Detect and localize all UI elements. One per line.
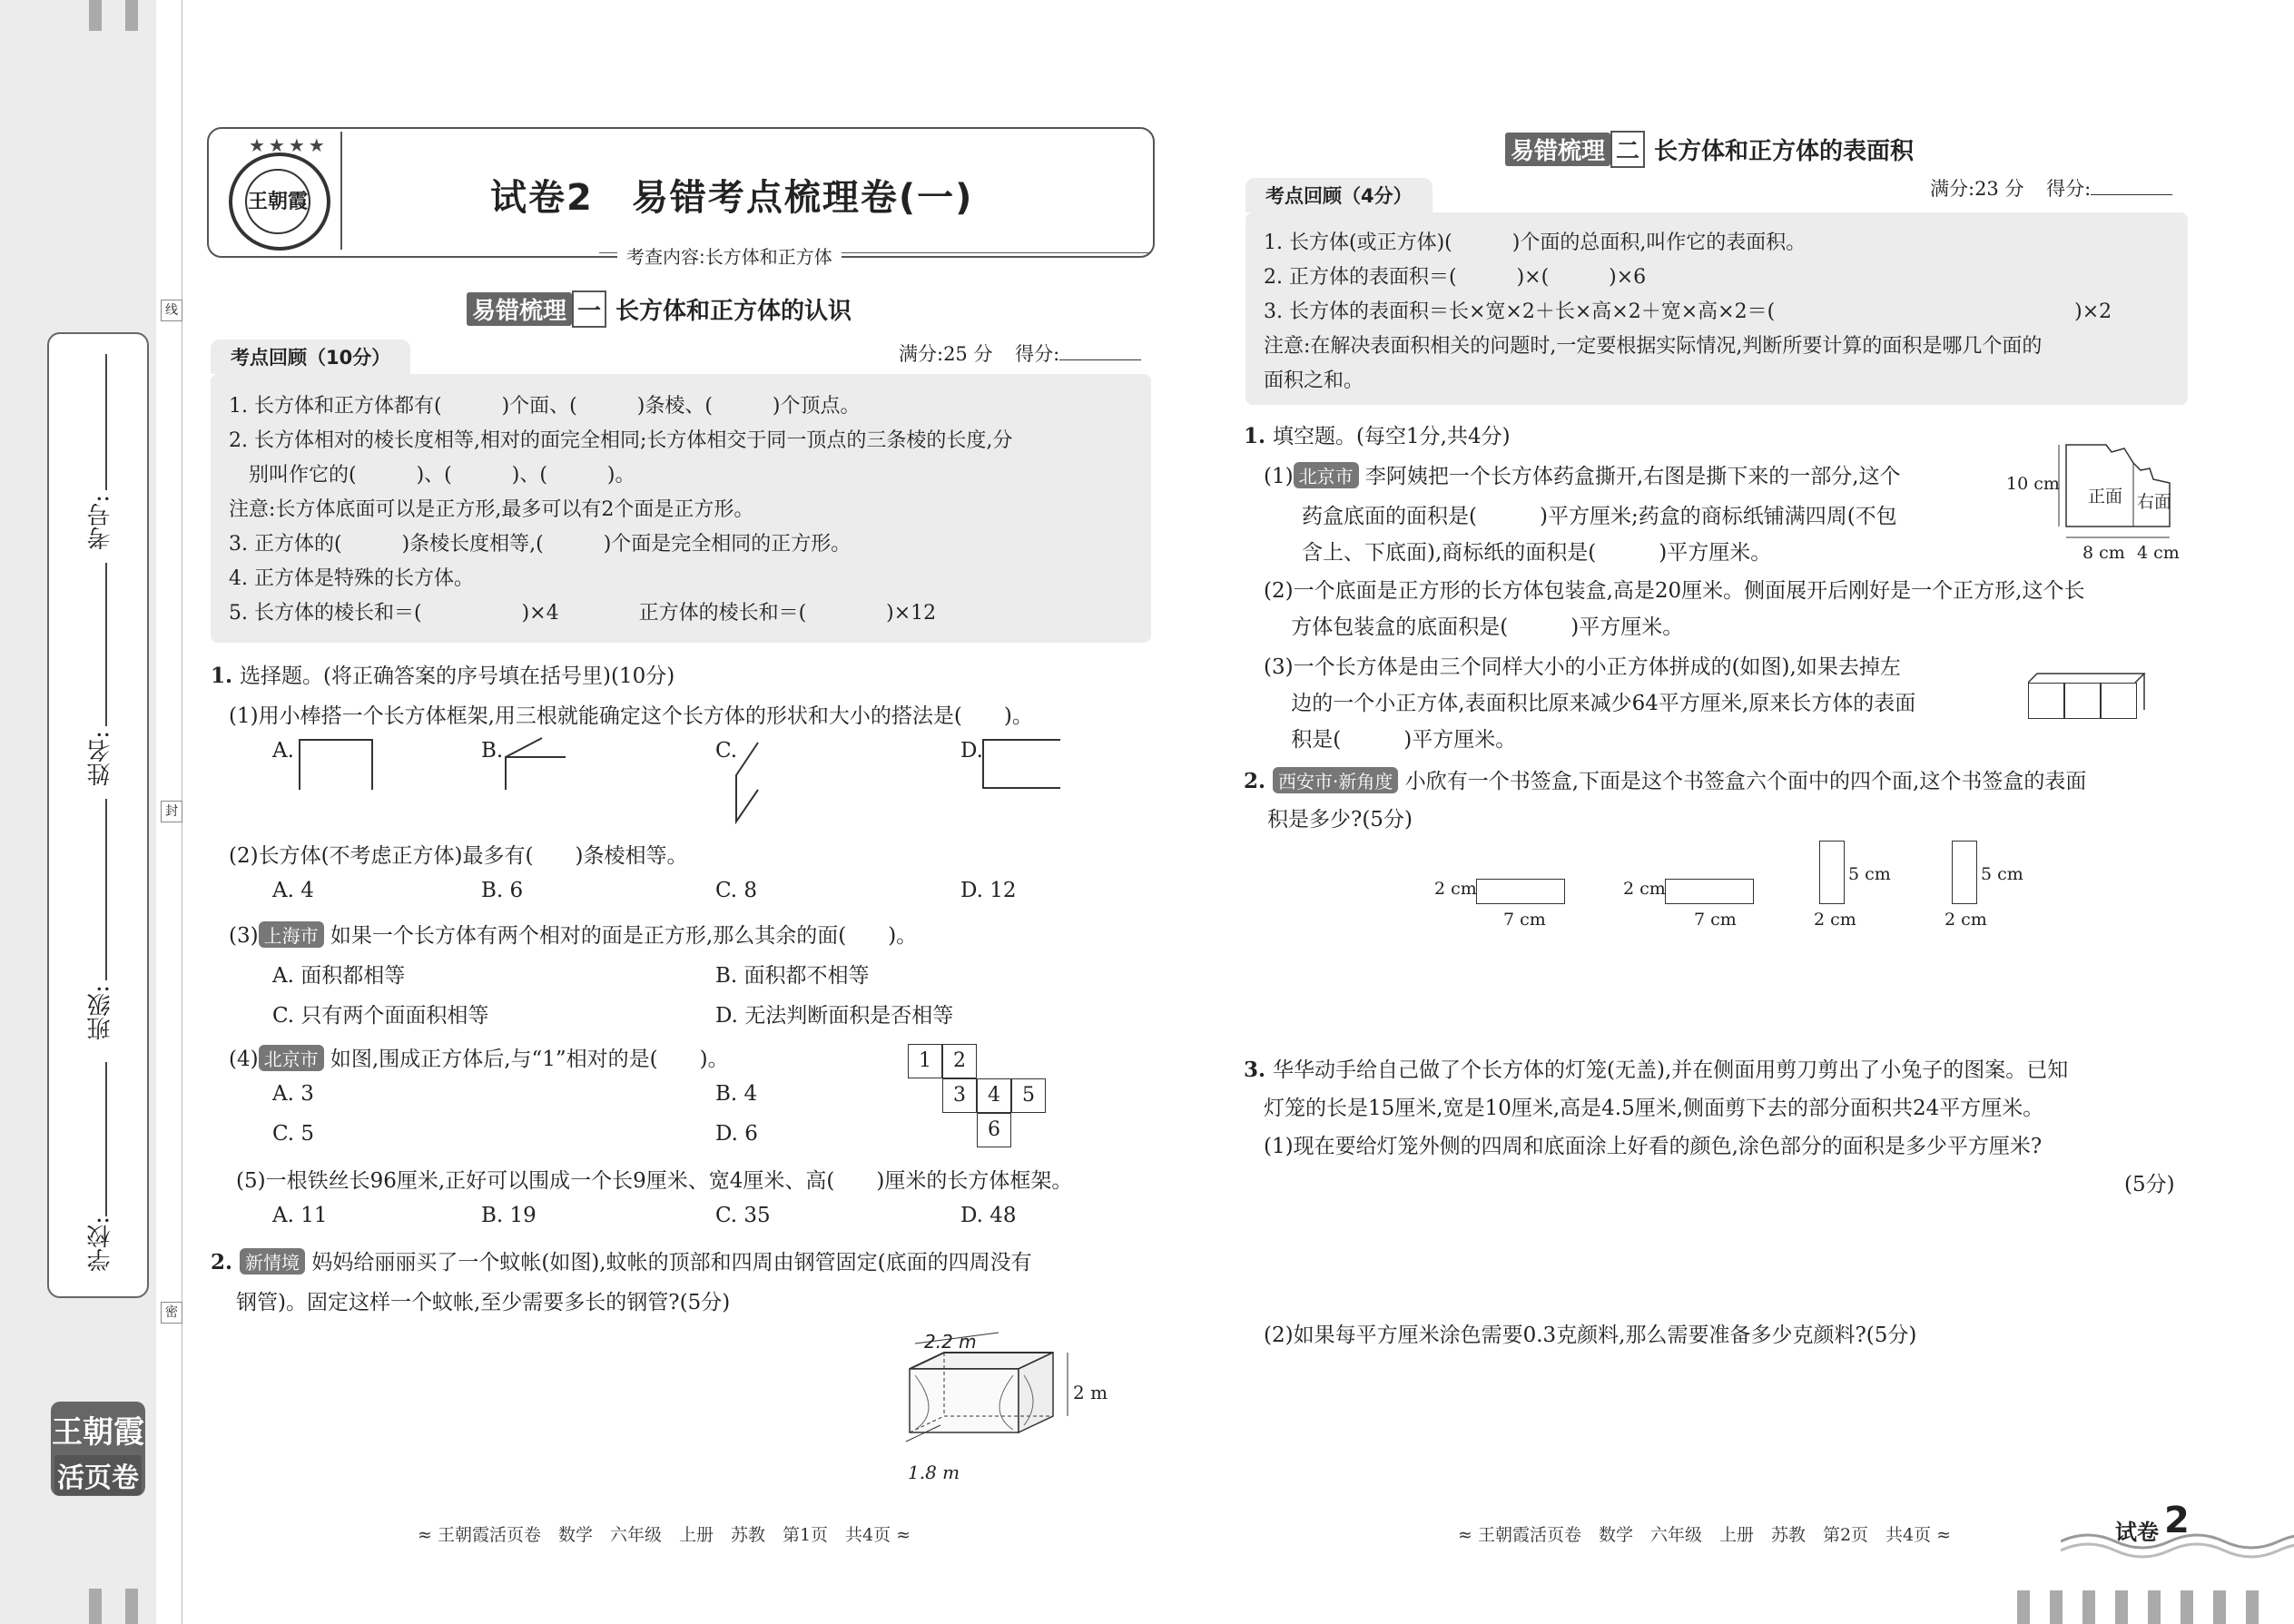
score-input[interactable] <box>1059 341 1141 360</box>
dim-label: 7 cm <box>1503 910 1546 930</box>
class-field[interactable] <box>105 799 107 980</box>
question-r1-title: 填空题。(每空1分,共4分) <box>1273 425 1511 448</box>
brand-logo-line2: 活页卷 <box>54 1455 142 1495</box>
question-1-4: (4) 北京市 如图,围成正方体后,与“1”相对的是( )。 <box>229 1042 729 1072</box>
score-full: 满分:23 分 <box>1930 178 2024 200</box>
question-r3-1-score: (5分) <box>2124 1173 2175 1196</box>
option-a[interactable]: A. <box>272 739 294 763</box>
option-b[interactable]: B. 4 <box>715 1082 758 1106</box>
question-r1-2-line1: (2)一个底面是正方形的长方体包装盒,高是20厘米。侧面展开后刚好是一个正方形,这个长 <box>1264 579 2085 603</box>
score-input[interactable] <box>2091 176 2172 195</box>
net-cell: 2 <box>942 1044 977 1078</box>
binding-bar <box>2246 1590 2259 1624</box>
footer-right: ≈ 王朝霞活页卷 数学 六年级 上册 苏教 第2页 共4页 ≈ <box>1458 1525 1952 1545</box>
binding-bar <box>2082 1590 2095 1624</box>
question-r1-3-line3: 积是( )平方厘米。 <box>1264 728 1517 752</box>
binding-bar <box>89 1589 102 1624</box>
binding-bar <box>2181 1590 2193 1624</box>
publisher-seal-icon: 王朝霞 <box>229 153 330 251</box>
net-cell: 1 <box>908 1044 942 1078</box>
cut-mark: 封 <box>161 801 182 822</box>
face-rect <box>1476 879 1565 904</box>
region-tag: 上海市 <box>259 921 324 948</box>
option-c[interactable]: C. 35 <box>715 1204 771 1227</box>
question-r1-3-line2: 边的一个小正方体,表面积比原来减少64平方厘米,原来长方体的表面 <box>1264 692 1916 715</box>
question-r2-line2: 积是多少?(5分) <box>1267 808 1413 832</box>
figure-label: 正面 <box>2088 487 2123 507</box>
question-1-title: 选择题。(将正确答案的序号填在括号里)(10分) <box>240 664 675 688</box>
question-r1-2-line2: 方体包装盒的底面积是( )平方厘米。 <box>1264 615 1684 639</box>
divider <box>340 132 342 250</box>
page-subtitle: 考查内容:长方体和正方体 <box>617 242 842 269</box>
review-line: 面积之和。 <box>1264 369 1364 392</box>
question-1-3-text: 如果一个长方体有两个相对的面是正方形,那么其余的面( )。 <box>330 924 918 948</box>
net-cell: 4 <box>977 1078 1011 1113</box>
score-full: 满分:25 分 <box>899 343 993 365</box>
binding-bar <box>2213 1590 2226 1624</box>
figure-label: 8 cm <box>2082 543 2125 563</box>
net-length-label: 2.2 m <box>924 1331 977 1353</box>
question-2-line1: 妈妈给丽丽买了一个蚊帐(如图),蚊帐的顶部和四周由钢管固定(底面的四周没有 <box>311 1251 1032 1275</box>
section-heading-2 <box>1505 131 1914 168</box>
question-r3-1: (1)现在要给灯笼外侧的四周和底面涂上好看的颜色,涂色部分的面积是多少平方厘米? <box>1264 1135 2043 1158</box>
cut-mark: 线 <box>161 300 182 321</box>
net-cell: 6 <box>977 1113 1011 1147</box>
binding-bar <box>2017 1590 2030 1624</box>
question-r2: 2. 西安市·新角度 小欣有一个书签盒,下面是这个书签盒六个面中的四个面,这个书签盒的表面 <box>1244 769 2087 793</box>
section-title: 长方体和正方体的表面积 <box>1654 138 1915 165</box>
option-d[interactable]: D. 12 <box>960 879 1017 902</box>
school-label: 学校: <box>87 1216 114 1272</box>
review-line: 1. 长方体和正方体都有( )个面、( )条棱、( )个顶点。 <box>229 395 861 418</box>
option-a[interactable]: A. 3 <box>272 1082 314 1106</box>
figure-label: 10 cm <box>2006 474 2060 494</box>
option-c[interactable]: C. <box>715 739 738 763</box>
question-1: 1. 选择题。(将正确答案的序号填在括号里)(10分) <box>211 664 675 688</box>
option-a[interactable]: A. 面积都相等 <box>272 964 406 988</box>
face-rect <box>1665 879 1754 904</box>
option-d[interactable]: D. 6 <box>715 1122 758 1146</box>
section-heading <box>467 290 852 328</box>
score-line <box>899 340 1141 367</box>
review-line: 1. 长方体(或正方体)( )个面的总面积,叫作它的表面积。 <box>1264 231 1807 254</box>
net-cell: 5 <box>1011 1078 1046 1113</box>
footer-left: ≈ 王朝霞活页卷 数学 六年级 上册 苏教 第1页 共4页 ≈ <box>418 1525 911 1545</box>
review-line: 2. 正方体的表面积＝( )×( )×6 <box>1264 266 1647 289</box>
question-r3-line1: 华华动手给自己做了个长方体的灯笼(无盖),并在侧面用剪刀剪出了小兔子的图案。已知 <box>1273 1058 2069 1082</box>
question-r1-1-line3: 含上、下底面),商标纸的面积是( )平方厘米。 <box>1302 541 1772 565</box>
face-rect <box>1819 841 1845 904</box>
dim-label: 2 cm <box>1623 879 1666 899</box>
review-tab: 考点回顾（10分） <box>211 340 410 374</box>
section-title: 长方体和正方体的认识 <box>615 298 852 325</box>
question-r3: 3. 华华动手给自己做了个长方体的灯笼(无盖),并在侧面用剪刀剪出了小兔子的图案。已知 <box>1244 1058 2069 1082</box>
cube-top <box>2028 672 2146 721</box>
figure-label: 4 cm <box>2137 543 2180 563</box>
dim-label: 5 cm <box>1981 864 2023 884</box>
option-a[interactable]: A. 4 <box>272 879 314 902</box>
review-line: 4. 正方体是特殊的长方体。 <box>229 567 474 590</box>
exam-number-label: 考号: <box>87 495 114 550</box>
page-title: 试卷2 易错考点梳理卷(一) <box>490 177 974 219</box>
section-label: 易错梳理 <box>467 292 572 326</box>
option-b[interactable]: B. <box>481 739 504 763</box>
question-1-3: (3) 上海市 如果一个长方体有两个相对的面是正方形,那么其余的面( )。 <box>229 919 917 949</box>
dim-label: 2 cm <box>1944 910 1987 930</box>
review-line: 别叫作它的( )、( )、( )。 <box>229 464 635 487</box>
score-got-label: 得分: <box>2046 178 2092 200</box>
binding-bar <box>125 1589 138 1624</box>
paper-tag: 试卷 <box>2115 1520 2159 1545</box>
dim-label: 2 cm <box>1434 879 1477 899</box>
option-c[interactable]: C. 只有两个面面积相等 <box>272 1004 489 1028</box>
review-line: 注意:长方体底面可以是正方形,最多可以有2个面是正方形。 <box>229 498 754 521</box>
question-r1-1-line1: 李阿姨把一个长方体药盒撕开,右图是撕下来的一部分,这个 <box>1364 465 1901 488</box>
review-line: 3. 正方体的( )条棱长度相等,( )个面是完全相同的正方形。 <box>229 533 852 556</box>
option-d[interactable]: D. 48 <box>960 1204 1017 1227</box>
paper-number: 2 <box>2164 1500 2190 1541</box>
binding-bar <box>125 0 138 31</box>
scenario-tag: 新情境 <box>240 1248 305 1275</box>
question-r1-3-line1: (3)一个长方体是由三个同样大小的小正方体拼成的(如图),如果去掉左 <box>1264 655 1901 679</box>
question-1-2: (2)长方体(不考虑正方体)最多有( )条棱相等。 <box>229 844 688 868</box>
region-tag: 北京市 <box>1294 462 1359 488</box>
binding-bar <box>89 0 102 31</box>
name-label: 姓名: <box>87 731 114 786</box>
school-field[interactable] <box>105 1062 107 1216</box>
option-d[interactable]: D. 无法判断面积是否相等 <box>715 1004 954 1028</box>
binding-bar <box>2115 1590 2128 1624</box>
question-2: 2. 新情境 妈妈给丽丽买了一个蚊帐(如图),蚊帐的顶部和四周由钢管固定(底面的四周没有 <box>211 1250 1032 1275</box>
exam-number-field[interactable] <box>105 354 107 490</box>
figure-label: 右面 <box>2137 492 2172 512</box>
question-r3-line2: 灯笼的长是15厘米,宽是10厘米,高是4.5厘米,侧面剪下去的部分面积共24平方厘米。 <box>1264 1097 2044 1120</box>
brand-logo <box>51 1402 145 1496</box>
option-c[interactable]: C. 8 <box>715 879 758 902</box>
question-2-line2: 钢管)。固定这样一个蚊帐,至少需要多长的钢管?(5分) <box>236 1291 731 1314</box>
review-tab: 考点回顾（4分） <box>1245 178 1433 212</box>
region-tag: 北京市 <box>259 1045 324 1071</box>
question-1-4-text: 如图,围成正方体后,与“1”相对的是( )。 <box>330 1048 729 1071</box>
seal-stars-icon: ★★★★ <box>249 134 329 156</box>
review-line: 注意:在解决表面积相关的问题时,一定要根据实际情况,判断所要计算的面积是哪几个面的 <box>1264 335 2043 358</box>
dim-label: 7 cm <box>1694 910 1737 930</box>
question-r1: 1. 填空题。(每空1分,共4分) <box>1244 424 1511 448</box>
net-height-label: 2 m <box>1073 1382 1108 1403</box>
section-label: 易错梳理 <box>1505 133 1610 166</box>
review-line: 5. 长方体的棱长和＝( )×4 正方体的棱长和＝( )×12 <box>229 602 937 625</box>
review-line: 3. 长方体的表面积＝长×宽×2＋长×高×2＋宽×高×2＝( )×2 <box>1264 300 2112 323</box>
student-info-box <box>47 332 149 1298</box>
section-number: 二 <box>1610 131 1645 168</box>
dim-label: 2 cm <box>1814 910 1856 930</box>
name-field[interactable] <box>105 563 107 726</box>
cut-mark: 密 <box>161 1302 182 1324</box>
binding-bar <box>2148 1590 2161 1624</box>
dim-label: 5 cm <box>1848 864 1891 884</box>
net-cell: 3 <box>942 1078 977 1113</box>
stick-figures <box>295 735 1112 826</box>
question-r1-1-line2: 药盒底面的面积是( )平方厘米;药盒的商标纸铺满四周(不包 <box>1302 505 1897 528</box>
binding-bar <box>2050 1590 2063 1624</box>
review-line: 2. 长方体相对的棱长度相等,相对的面完全相同;长方体相交于同一顶点的三条棱的长度,分 <box>229 429 1013 452</box>
question-r1-1: (1) 北京市 李阿姨把一个长方体药盒撕开,右图是撕下来的一部分,这个 <box>1264 459 1901 489</box>
option-b[interactable]: B. 面积都不相等 <box>715 964 870 988</box>
option-a[interactable]: A. 11 <box>272 1204 328 1227</box>
score-line <box>1930 174 2172 202</box>
question-1-5: (5)一根铁丝长96厘米,正好可以围成一个长9厘米、宽4厘米、高( )厘米的长方体框架。 <box>236 1169 1073 1193</box>
option-b[interactable]: B. 6 <box>481 879 524 902</box>
face-rect <box>1952 841 1977 904</box>
option-b[interactable]: B. 19 <box>481 1204 537 1227</box>
brand-logo-line1: 王朝霞 <box>52 1414 144 1451</box>
class-label: 班级: <box>87 985 114 1040</box>
option-c[interactable]: C. 5 <box>272 1122 315 1146</box>
option-d[interactable]: D. <box>960 739 983 763</box>
net-width-label: 1.8 m <box>908 1462 960 1483</box>
score-got-label: 得分: <box>1015 343 1060 365</box>
section-number: 一 <box>572 290 606 328</box>
region-tag: 西安市·新角度 <box>1273 767 1398 793</box>
question-r3-2: (2)如果每平方厘米涂色需要0.3克颜料,那么需要准备多少克颜料?(5分) <box>1264 1324 1917 1347</box>
question-r2-line1: 小欣有一个书签盒,下面是这个书签盒六个面中的四个面,这个书签盒的表面 <box>1404 770 2087 793</box>
question-1-1: (1)用小棒搭一个长方体框架,用三根就能确定这个长方体的形状和大小的搭法是( )。 <box>229 704 1033 728</box>
